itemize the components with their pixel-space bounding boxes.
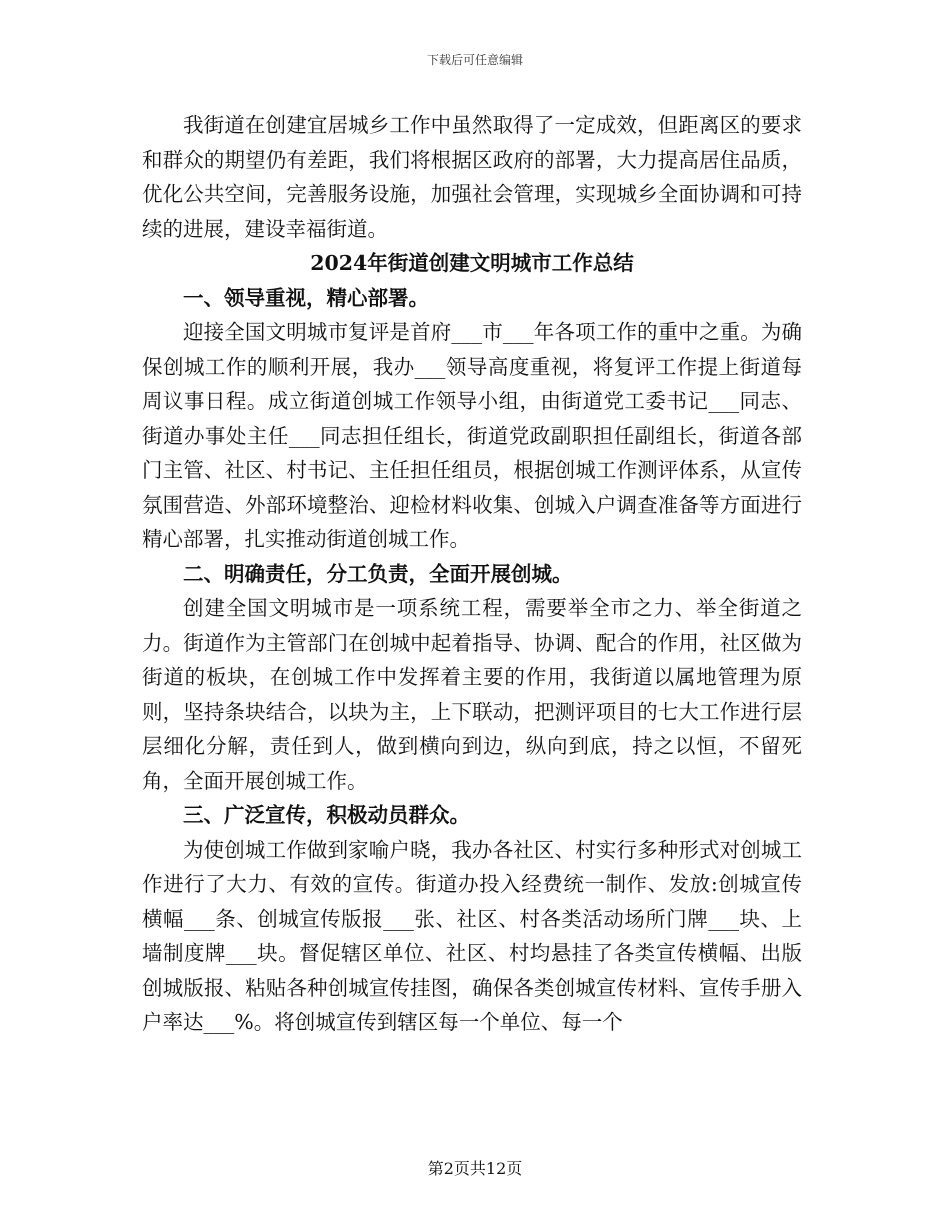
section-heading-2: 二、明确责任，分工负责，全面开展创城。 [183,561,573,586]
paragraph-section-3: 为使创城工作做到家喻户晓，我办各社区、村实行多种形式对创城工作进行了大力、有效的宣传。街道办投入经费统一制作、发放:创城宣传横幅___条、创城宣传版报___张、社区、村各类活动场所门牌___块、上墙制度牌___块。督促辖区单位、社区、村均悬挂了各类宣传横幅、出版创城版报、粘贴各种创城宣传挂图，确保各类创城宣传材料、宣传手册入户率达___%。将创城宣传到辖区每一个单位、每一个 [142,837,802,1034]
document-title: 2024年街道创建文明城市工作总结 [310,251,634,275]
section-heading-3: 三、广泛宣传，积极动员群众。 [183,803,470,827]
document-body [142,108,802,1040]
paragraph-section-1: 迎接全国文明城市复评是首府___市___年各项工作的重中之重。为确保创城工作的顺利开展，我办___领导高度重视，将复评工作提上街道每周议事日程。成立街道创城工作领导小组，由街道党工委书记___同志、街道办事处主任___同志担任组长，街道党政副职担任副组长，街道各部门主管、社区、村书记、主任担任组员，根据创城工作测评体系，从宣传氛围营造、外部环境整治、迎检材料收集、创城入户调查准备等方面进行精心部署，扎实推动街道创城工作。 [142,320,802,551]
page-footer: 第2页共12页 [427,1159,523,1178]
paragraph-intro: 我街道在创建宜居城乡工作中虽然取得了一定成效，但距离区的要求和群众的期望仍有差距，我们将根据区政府的部署，大力提高居住品质，优化公共空间，完善服务设施，加强社会管理，实现城乡全面协调和可持续的进展，建设幸福街道。 [142,113,802,241]
page-header: 下载后可任意编辑 [426,53,523,67]
section-heading-1: 一、领导重视，精心部署。 [183,285,429,310]
paragraph-section-2: 创建全国文明城市是一项系统工程，需要举全市之力、举全街道之力。街道作为主管部门在创城中起着指导、协调、配合的作用，社区做为街道的板块，在创城工作中发挥着主要的作用，我街道以属地管理为原则，坚持条块结合，以块为主，上下联动，把测评项目的七大工作进行层层细化分解，责任到人，做到横向到边，纵向到底，持之以恒，不留死角，全面开展创城工作。 [142,596,802,793]
